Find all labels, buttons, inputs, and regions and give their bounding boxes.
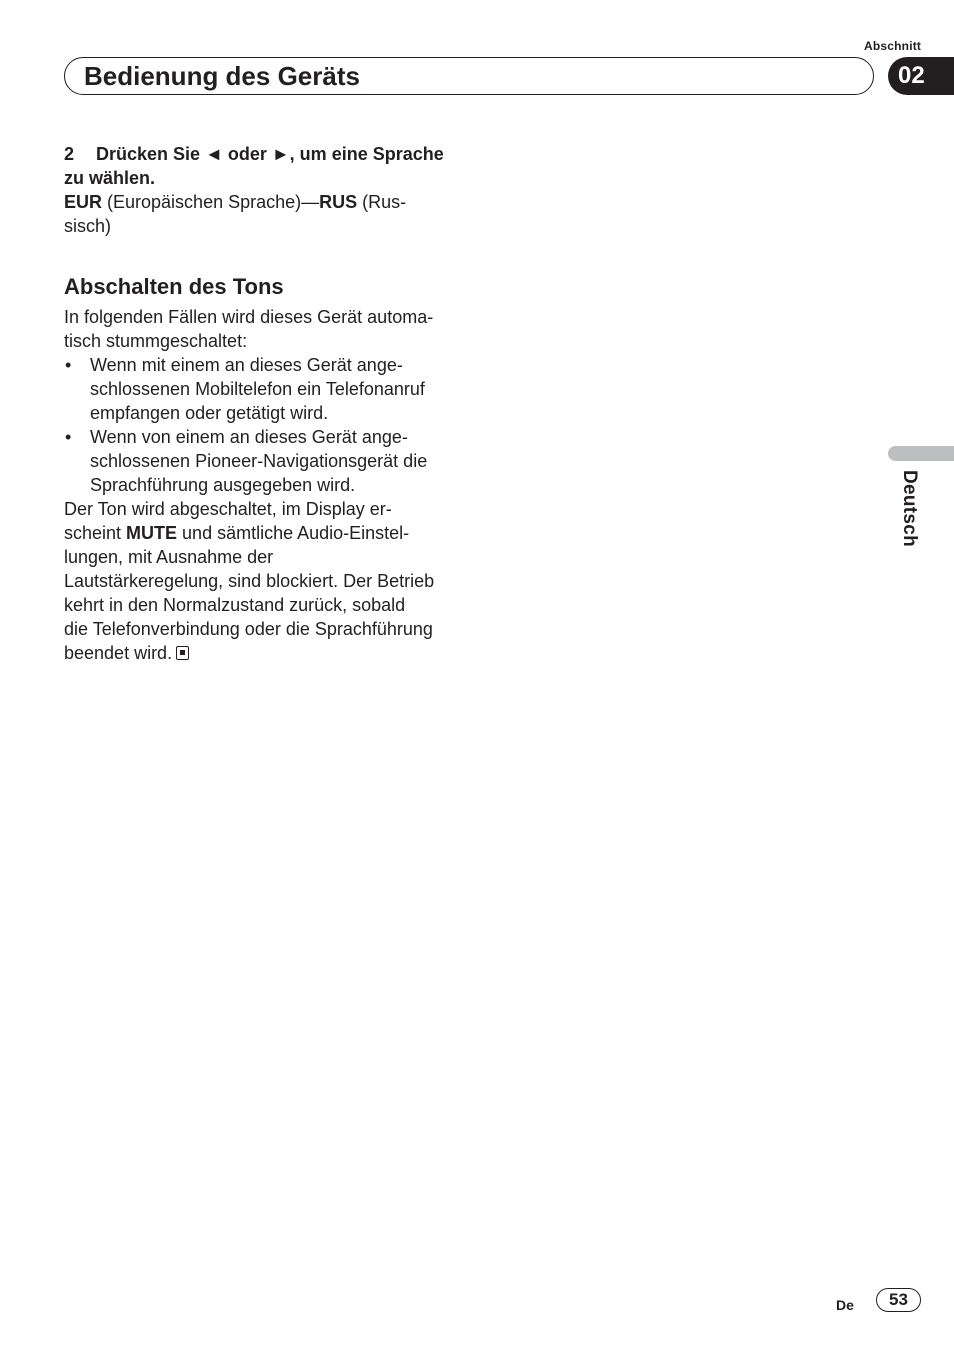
section-label: Abschnitt [864, 39, 922, 53]
language-tab [888, 446, 954, 461]
body-paragraph [64, 497, 456, 665]
bullet-line2: schlossenen Mobiltelefon ein Telefonanruf [90, 379, 425, 399]
bullet-line1: Wenn mit einem an dieses Gerät ange- [90, 355, 403, 375]
bullet-line3: Sprachführung ausgegeben wird. [90, 475, 356, 495]
footer-language-code: De [836, 1297, 854, 1313]
bullet-list [64, 353, 456, 497]
option-eur: EUR [64, 192, 103, 212]
page-number: 53 [876, 1288, 921, 1312]
end-of-section-icon [176, 646, 189, 660]
bullet-line1: Wenn von einem an dieses Gerät ange- [90, 427, 408, 447]
body-line4: Lautstärkeregelung, sind blockiert. Der Betrieb [64, 571, 435, 591]
bullet-icon: • [65, 427, 72, 447]
body-line6: die Telefonverbindung oder die Sprachführung [64, 619, 433, 639]
main-content [64, 142, 456, 665]
page-title: Bedienung des Geräts [84, 61, 360, 91]
intro-line2: tisch stummgeschaltet: [64, 331, 248, 351]
option-rus-desc-1: (Rus- [357, 192, 407, 212]
language-options [64, 190, 456, 238]
body-line2b: und sämtliche Audio-Einstel- [177, 523, 410, 543]
step-number: 2 [64, 144, 75, 164]
bullet-line3: empfangen oder getätigt wird. [90, 403, 329, 423]
option-rus-desc-2: sisch) [64, 216, 112, 236]
step-text-line2: zu wählen. [64, 168, 156, 188]
intro-line1: In folgenden Fällen wird dieses Gerät automa- [64, 307, 434, 327]
section-heading: Abschalten des Tons [64, 274, 284, 299]
bullet-line2: schlossenen Pioneer-Navigationsgerät die [90, 451, 428, 471]
step-text-line1: Drücken Sie ◄ oder ►, um eine Sprache [96, 144, 444, 164]
list-item [64, 425, 456, 497]
body-line1: Der Ton wird abgeschaltet, im Display er- [64, 499, 392, 519]
language-label: Deutsch [899, 470, 920, 548]
language-label-container [896, 470, 926, 570]
mute-keyword: MUTE [126, 523, 178, 543]
intro-paragraph [64, 305, 456, 353]
option-eur-desc: (Europäischen Sprache)— [102, 192, 320, 212]
list-item [64, 353, 456, 425]
body-line5: kehrt in den Normalzustand zurück, sobald [64, 595, 406, 615]
body-line7: beendet wird. [64, 643, 173, 663]
step-instruction [64, 142, 456, 190]
section-number-badge: 02 [888, 57, 954, 95]
body-line2a: scheint [64, 523, 127, 543]
option-rus: RUS [319, 192, 358, 212]
bullet-icon: • [65, 355, 72, 375]
body-line3: lungen, mit Ausnahme der [64, 547, 274, 567]
